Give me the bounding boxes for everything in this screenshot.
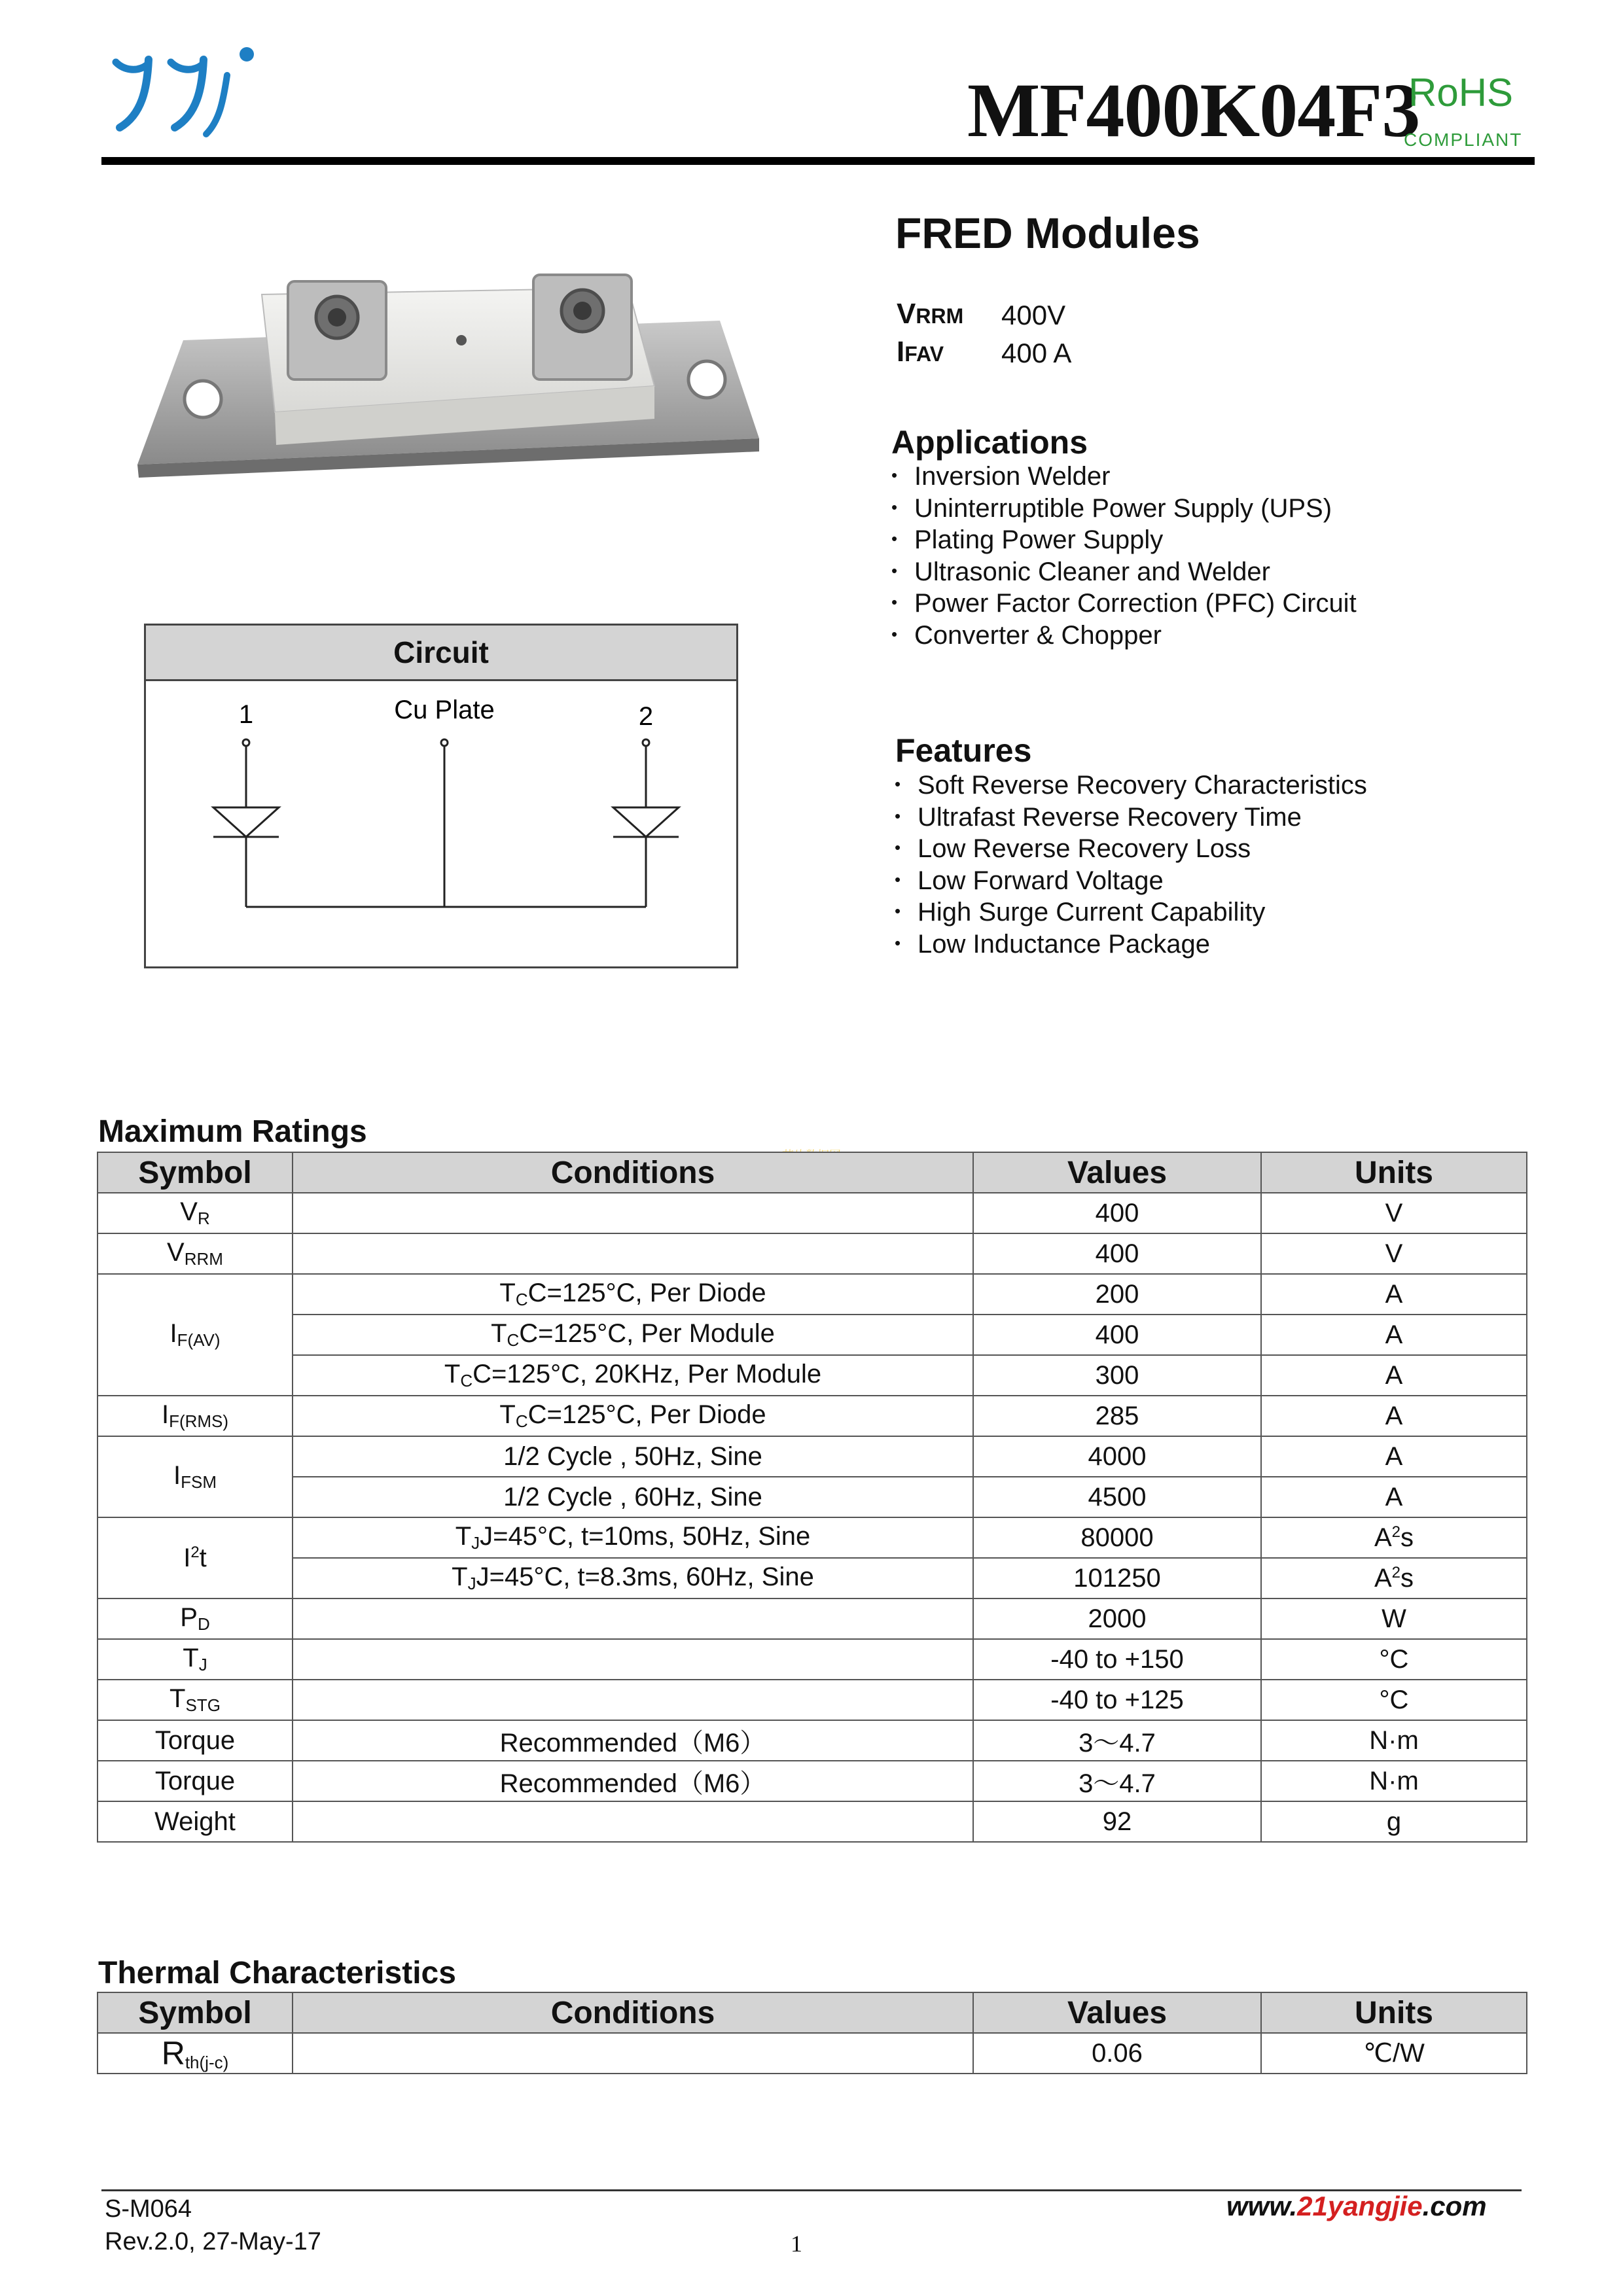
cell-unit: N·m bbox=[1261, 1720, 1527, 1761]
diode-2-symbol bbox=[613, 807, 679, 837]
cell-unit: A bbox=[1261, 1355, 1527, 1396]
cell-unit: V bbox=[1261, 1193, 1527, 1233]
table-row bbox=[98, 1639, 1527, 1680]
table-row bbox=[98, 1355, 1527, 1396]
cell-condition: Recommended（M6） bbox=[293, 1720, 973, 1761]
list-item: • Low Forward Voltage bbox=[895, 865, 1367, 897]
cell-value: -40 to +125 bbox=[973, 1680, 1261, 1720]
cell-unit: g bbox=[1261, 1801, 1527, 1842]
cell-condition: $T_JJ=45^\circ C$, t=8.3ms, 60Hz, Sine bbox=[293, 1558, 973, 1598]
cell-condition: 1/2 Cycle , 50Hz, Sine bbox=[293, 1436, 973, 1477]
cell-condition: $T_CC=125^\circ C$, Per Diode bbox=[293, 1396, 973, 1436]
table-header-row bbox=[98, 1152, 1527, 1193]
cell-unit: A bbox=[1261, 1396, 1527, 1436]
cell-value: 0.06 bbox=[973, 2033, 1261, 2074]
cu-plate-label: Cu Plate bbox=[394, 696, 495, 724]
cell-value: 80000 bbox=[973, 1517, 1261, 1558]
applications-heading: Applications bbox=[891, 424, 1088, 461]
cell-value: -40 to +150 bbox=[973, 1639, 1261, 1680]
cell-symbol: $T_{STG}$ bbox=[98, 1680, 293, 1720]
table-row bbox=[98, 1477, 1527, 1517]
cell-symbol: $V_{RRM}$ bbox=[98, 1233, 293, 1274]
list-item: • Low Reverse Recovery Loss bbox=[895, 833, 1367, 865]
cell-unit: $A^2s$ bbox=[1261, 1558, 1527, 1598]
cell-value: 200 bbox=[973, 1274, 1261, 1315]
cell-condition: Recommended（M6） bbox=[293, 1761, 973, 1801]
rohs-mark: RoHS bbox=[1408, 71, 1514, 115]
cell-unit: A bbox=[1261, 1315, 1527, 1355]
cell-unit: W bbox=[1261, 1598, 1527, 1639]
header-symbol: Symbol bbox=[98, 1152, 293, 1193]
cell-value: 285 bbox=[973, 1396, 1261, 1436]
cell-symbol: Torque bbox=[98, 1761, 293, 1801]
table-row bbox=[98, 1396, 1527, 1436]
applications-list bbox=[891, 461, 1357, 651]
header-values: Values bbox=[973, 1992, 1261, 2033]
cell-symbol: Weight bbox=[98, 1801, 293, 1842]
cell-symbol: $I_{F(RMS)}$ bbox=[98, 1396, 293, 1436]
table-row bbox=[98, 1598, 1527, 1639]
max-ratings-title: Maximum Ratings bbox=[98, 1114, 367, 1149]
thermal-table bbox=[97, 1992, 1527, 2074]
header-values: Values bbox=[973, 1152, 1261, 1193]
header-rule bbox=[101, 157, 1535, 165]
circuit-diagram bbox=[146, 679, 736, 966]
cell-symbol: $P_D$ bbox=[98, 1598, 293, 1639]
cell-unit: °C bbox=[1261, 1639, 1527, 1680]
cell-unit: ℃/W bbox=[1261, 2033, 1527, 2074]
header-conditions: Conditions bbox=[293, 1992, 973, 2033]
cell-condition: 1/2 Cycle , 60Hz, Sine bbox=[293, 1477, 973, 1517]
max-ratings-body bbox=[98, 1193, 1527, 1842]
header-units: Units bbox=[1261, 1992, 1527, 2033]
website-link[interactable]: www.21yangjie.com bbox=[1226, 2191, 1487, 2221]
cell-value: 4500 bbox=[973, 1477, 1261, 1517]
spec-value-ifav: 400 A bbox=[1001, 338, 1072, 368]
cell-unit: °C bbox=[1261, 1680, 1527, 1720]
list-item: • Power Factor Correction (PFC) Circuit bbox=[891, 588, 1357, 620]
circuit-box bbox=[144, 624, 738, 968]
thermal-title: Thermal Characteristics bbox=[98, 1956, 456, 1990]
table-row bbox=[98, 1801, 1527, 1842]
cell-unit: V bbox=[1261, 1233, 1527, 1274]
terminal-2-label: 2 bbox=[638, 702, 654, 731]
cell-value: 3～4.7 bbox=[973, 1720, 1261, 1761]
table-header-row bbox=[98, 1992, 1527, 2033]
cell-unit: N·m bbox=[1261, 1761, 1527, 1801]
cell-condition bbox=[293, 1193, 973, 1233]
circuit-heading: Circuit bbox=[146, 626, 736, 681]
spec-value-vrrm: 400V bbox=[1001, 300, 1066, 330]
page-number: 1 bbox=[791, 2231, 802, 2257]
table-row bbox=[98, 1193, 1527, 1233]
list-item: • Low Inductance Package bbox=[895, 928, 1367, 961]
terminal-1-label: 1 bbox=[238, 700, 254, 729]
cell-value: 400 bbox=[973, 1233, 1261, 1274]
cell-symbol: $R_{th(j-c)}$ bbox=[98, 2033, 293, 2074]
table-row bbox=[98, 1720, 1527, 1761]
product-title: FRED Modules bbox=[895, 209, 1200, 257]
cell-unit: A bbox=[1261, 1436, 1527, 1477]
cell-condition: $T_CC=125^\circ C$, Per Diode bbox=[293, 1274, 973, 1315]
cell-symbol: $I_{F(AV)}$ bbox=[98, 1274, 293, 1396]
part-number: MF400K04F3 bbox=[967, 67, 1420, 153]
cell-unit: A bbox=[1261, 1274, 1527, 1315]
cell-condition bbox=[293, 1598, 973, 1639]
list-item: • Ultrasonic Cleaner and Welder bbox=[891, 556, 1357, 588]
list-item: • Uninterruptible Power Supply (UPS) bbox=[891, 493, 1357, 525]
cell-symbol: $I^2t$ bbox=[98, 1517, 293, 1598]
max-ratings-table bbox=[97, 1152, 1527, 1843]
table-row bbox=[98, 1680, 1527, 1720]
cell-condition bbox=[293, 1801, 973, 1842]
spec-symbol-vrrm: VRRM bbox=[897, 298, 964, 330]
features-list bbox=[895, 769, 1367, 960]
table-row bbox=[98, 2033, 1527, 2074]
cell-value: 400 bbox=[973, 1193, 1261, 1233]
list-item: • Ultrafast Reverse Recovery Time bbox=[895, 802, 1367, 834]
list-item: • High Surge Current Capability bbox=[895, 896, 1367, 928]
cell-value: 2000 bbox=[973, 1598, 1261, 1639]
features-heading: Features bbox=[895, 732, 1032, 769]
list-item: • Inversion Welder bbox=[891, 461, 1357, 493]
cell-condition bbox=[293, 1233, 973, 1274]
cell-condition: $T_CC=125^\circ C$, Per Module bbox=[293, 1315, 973, 1355]
document-code: S-M064 bbox=[105, 2195, 192, 2223]
header-units: Units bbox=[1261, 1152, 1527, 1193]
table-row bbox=[98, 1315, 1527, 1355]
list-item: • Converter & Chopper bbox=[891, 620, 1357, 652]
product-image bbox=[131, 262, 772, 484]
list-item: • Plating Power Supply bbox=[891, 524, 1357, 556]
table-row bbox=[98, 1233, 1527, 1274]
cell-unit: A bbox=[1261, 1477, 1527, 1517]
rohs-compliant: COMPLIANT bbox=[1404, 130, 1523, 150]
cell-value: 3～4.7 bbox=[973, 1761, 1261, 1801]
cell-condition bbox=[293, 1680, 973, 1720]
cell-value: 101250 bbox=[973, 1558, 1261, 1598]
spec-symbol-ifav: IFAV bbox=[897, 336, 944, 368]
cell-value: 4000 bbox=[973, 1436, 1261, 1477]
cell-symbol: $T_J$ bbox=[98, 1639, 293, 1680]
cell-value: 300 bbox=[973, 1355, 1261, 1396]
table-row bbox=[98, 1274, 1527, 1315]
table-row bbox=[98, 1761, 1527, 1801]
cell-symbol: $I_{FSM}$ bbox=[98, 1436, 293, 1517]
revision-info: Rev.2.0, 27-May-17 bbox=[105, 2228, 321, 2255]
header-symbol: Symbol bbox=[98, 1992, 293, 2033]
cell-condition: $T_JJ=45^\circ C$, t=10ms, 50Hz, Sine bbox=[293, 1517, 973, 1558]
cell-value: 92 bbox=[973, 1801, 1261, 1842]
diode-1-symbol bbox=[213, 807, 279, 837]
table-row bbox=[98, 1558, 1527, 1598]
header-conditions: Conditions bbox=[293, 1152, 973, 1193]
company-logo bbox=[108, 36, 265, 141]
table-row bbox=[98, 1436, 1527, 1477]
cell-symbol: $V_R$ bbox=[98, 1193, 293, 1233]
cell-condition: $T_CC=125^\circ C$, 20KHz, Per Module bbox=[293, 1355, 973, 1396]
cell-unit: $A^2s$ bbox=[1261, 1517, 1527, 1558]
cell-value: 400 bbox=[973, 1315, 1261, 1355]
cell-symbol: Torque bbox=[98, 1720, 293, 1761]
list-item: • Soft Reverse Recovery Characteristics bbox=[895, 769, 1367, 802]
cell-condition bbox=[293, 2033, 973, 2074]
table-row bbox=[98, 1517, 1527, 1558]
cell-condition bbox=[293, 1639, 973, 1680]
